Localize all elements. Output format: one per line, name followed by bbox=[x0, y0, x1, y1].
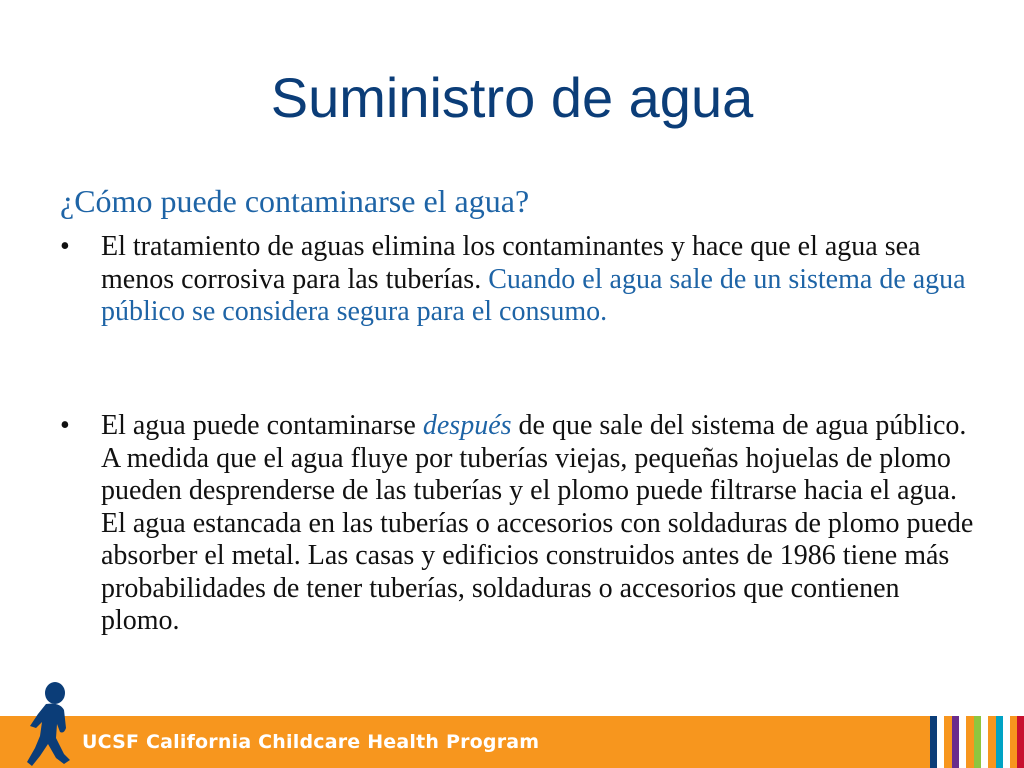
stripe-teal bbox=[996, 716, 1003, 768]
bullet-text-2 bbox=[101, 410, 981, 638]
bullet-marker: • bbox=[60, 231, 70, 262]
bullet-1-black-text: El tratamiento de aguas elimina los contaminantes y hace que el agua sea menos corrosiva para las tuberías. bbox=[101, 231, 921, 295]
bullet-text-1 bbox=[101, 231, 981, 329]
stripe-gap bbox=[981, 716, 988, 768]
stripe-gap bbox=[937, 716, 944, 768]
running-child-silhouette-icon bbox=[26, 680, 76, 768]
footer-stripes bbox=[930, 716, 1024, 768]
bullet-1-blue-text: Cuando el agua sale de un sistema de agua público se considera segura para el consumo. bbox=[101, 263, 966, 327]
stripe-gap bbox=[1003, 716, 1010, 768]
bullet-2-italic-word: después bbox=[422, 410, 512, 441]
bullet-2-text-before: El agua puede contaminarse bbox=[101, 410, 416, 441]
stripe-purple bbox=[952, 716, 959, 768]
footer-label: UCSF California Childcare Health Program bbox=[82, 731, 540, 753]
footer-bar bbox=[0, 716, 1024, 768]
bullet-2-text-after: de que sale del sistema de agua público. A medida que el agua fluye por tuberías viejas, pequeñas hojuelas de plomo pueden desprenderse de las tuberías y el plomo puede filtrarse hacia el agua. El agua estancada en las tuberías o accesorios con soldaduras de plomo puede absorber el metal. Las casas y edificios construidos antes de 1986 tiene más probabilidades de tener tuberías, soldaduras o accesorios que contienen plomo. bbox=[101, 410, 974, 636]
stripe-gap bbox=[959, 716, 966, 768]
stripe-green bbox=[974, 716, 981, 768]
bullet-marker: • bbox=[60, 410, 70, 441]
slide-subtitle: ¿Cómo puede contaminarse el agua? bbox=[60, 183, 530, 219]
stripe-red bbox=[1017, 716, 1024, 768]
stripe-navy bbox=[930, 716, 937, 768]
slide-title: Suministro de agua bbox=[270, 66, 754, 129]
